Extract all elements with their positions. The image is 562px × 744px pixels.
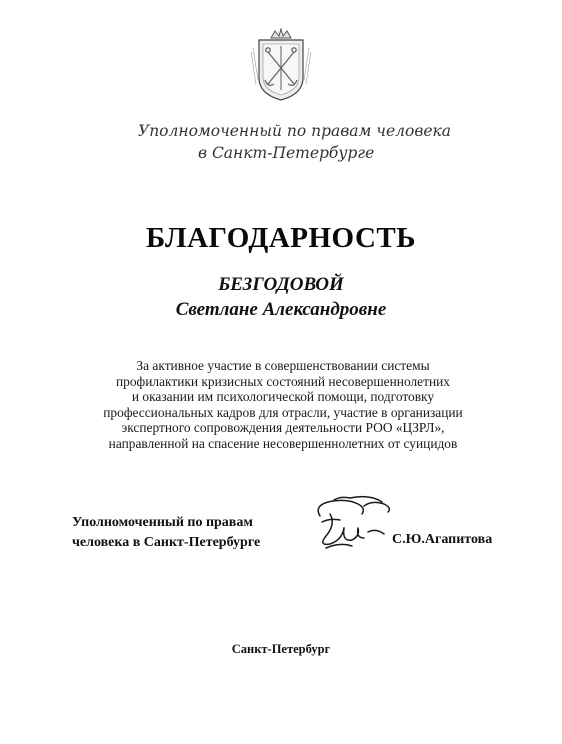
issuer-line-1: Уполномоченный по правам человека — [138, 122, 452, 140]
recipient-surname: БЕЗГОДОВОЙ — [218, 274, 344, 295]
issuer-heading — [138, 120, 468, 164]
gratitude-line: экспертного сопровождения деятельности РОО «ЦЗРЛ», — [121, 420, 445, 436]
issuer-line-2: в Санкт-Петербурге — [198, 144, 375, 162]
signatory-name: С.Ю.Агапитова — [392, 532, 493, 547]
recipient-name — [0, 272, 562, 322]
gratitude-line: и оказании им психологической помощи, подготовку — [131, 389, 435, 405]
signatory-position-line-1: Уполномоченный по правам — [72, 515, 253, 530]
gratitude-line: профилактики кризисных состояний несовершеннолетних — [116, 373, 450, 389]
signatory-position-line-2: человека в Санкт-Петербурге — [72, 535, 261, 550]
gratitude-line: профессиональных кадров для отрасли, участие в организации — [103, 404, 463, 420]
gratitude-line: За активное участие в совершенствовании системы — [136, 358, 430, 373]
signatory-position — [72, 513, 260, 553]
coat-of-arms-icon — [241, 28, 321, 103]
handwritten-signature-icon — [300, 488, 400, 566]
document-title: БЛАГОДАРНОСТЬ — [146, 222, 416, 254]
gratitude-text — [60, 358, 506, 452]
recipient-given-names: Светлане Александровне — [175, 299, 387, 320]
gratitude-line: направленной на спасение несовершеннолетних от суицидов — [108, 435, 458, 451]
city-footer: Санкт-Петербург — [231, 642, 331, 656]
